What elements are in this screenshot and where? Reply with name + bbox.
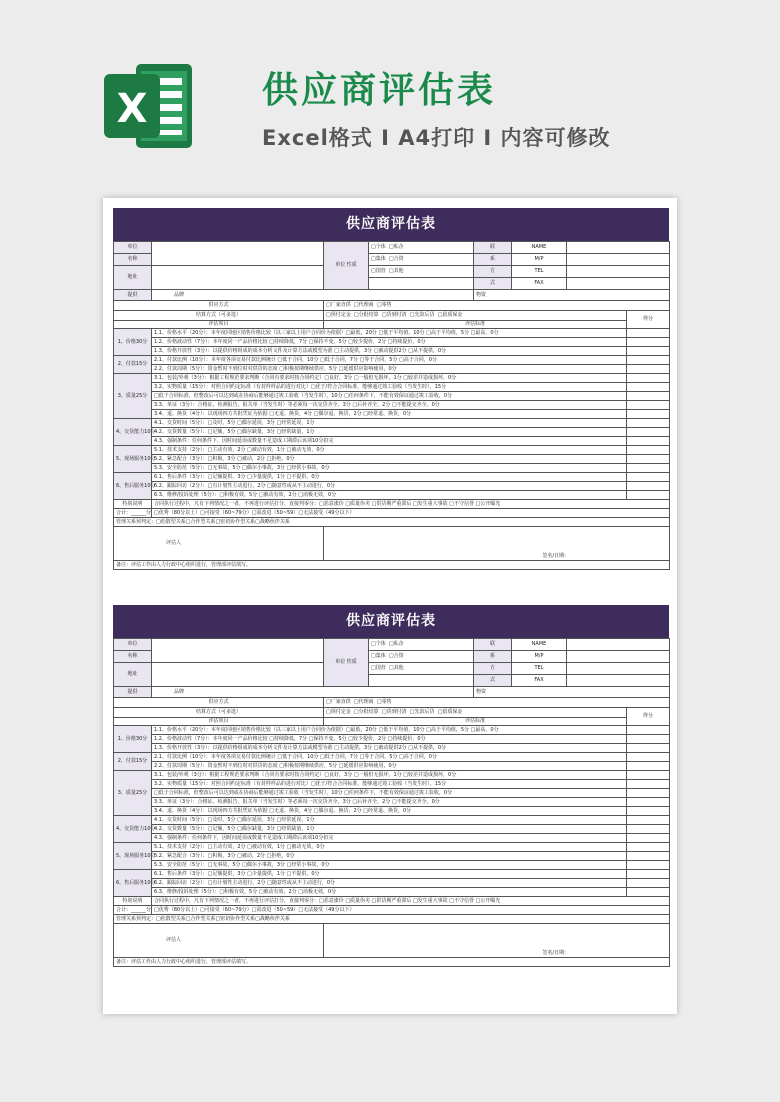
criteria-standard-header: 评估标准 bbox=[324, 321, 627, 329]
criteria-standard[interactable]: 3.3、单证（3分）：合格证、检测报告、报关单（当发生时）等必须每一次交货齐全，3分 □后补齐全，2分 □不能提交齐全，0分 bbox=[152, 401, 627, 410]
criteria-standard[interactable]: 3.2、实物质量（15分）：对照合同约定标准（有封样样品的进行对比）□优于/符合合同标准，能够通过竣工验收（当发生时），15分 bbox=[152, 780, 627, 789]
criteria-row bbox=[114, 482, 670, 491]
criteria-standard[interactable]: 4.1、交货时间（5分）：□及时，5分 □偶尔延误，3分 □经常延误，1分 bbox=[152, 419, 627, 428]
nature-option-row-3[interactable] bbox=[369, 266, 474, 278]
document-sheet bbox=[103, 198, 677, 1014]
criteria-row bbox=[114, 825, 670, 834]
name-label: 名称 bbox=[114, 651, 152, 663]
contact-field: TEL bbox=[512, 266, 567, 278]
score-cell[interactable] bbox=[627, 807, 670, 816]
criteria-standard[interactable]: 1.1、价格水平（20分）：本年度同地区销售价格比较（以三家以上用户合同价为依据）□最低，20分 □低于平均值，10分 □高于平均值，5分 □最高，0分 bbox=[152, 726, 627, 735]
settlement-option[interactable]: □留质保金 bbox=[437, 709, 463, 715]
criteria-row bbox=[114, 401, 670, 410]
settlement-option[interactable]: □先款后货 bbox=[409, 312, 435, 318]
address-label: 地址 bbox=[114, 266, 152, 290]
nature-option[interactable]: □集体 bbox=[371, 653, 386, 659]
supply-mode-options[interactable] bbox=[324, 698, 670, 708]
brand-label: 品牌 bbox=[152, 290, 474, 301]
criteria-item-header: 评估项目 bbox=[114, 718, 324, 726]
criteria-row bbox=[114, 374, 670, 383]
criteria-category: 4、交货能力10分 bbox=[114, 816, 152, 843]
criteria-row bbox=[114, 410, 670, 419]
nature-option[interactable]: □私企 bbox=[388, 641, 404, 647]
criteria-category: 6、售后服务10分 bbox=[114, 870, 152, 897]
criteria-standard[interactable]: 6.2、跟踪回访（2分）：□有计划性主动进行，2分 □随意性或从不主动进行，0分 bbox=[152, 879, 627, 888]
supply-mode-option[interactable]: □厂家直供 bbox=[326, 302, 351, 308]
score-cell[interactable] bbox=[627, 473, 670, 482]
evaluation-form-1 bbox=[113, 208, 669, 570]
score-cell[interactable] bbox=[627, 870, 670, 879]
score-cell[interactable] bbox=[627, 825, 670, 834]
criteria-category: 3、质量25分 bbox=[114, 374, 152, 419]
criteria-standard[interactable]: 3.2、实物质量（15分）：对照合同约定标准（有封样样品的进行对比）□优于/符合合同标准，能够通过竣工验收（当发生时），15分 bbox=[152, 383, 627, 392]
score-cell[interactable] bbox=[627, 464, 670, 473]
criteria-standard[interactable]: 4.2、交货数量（5分）：□足额，5分 □偶尔缺量，3分 □经常缺量，1分 bbox=[152, 428, 627, 437]
score-cell[interactable] bbox=[627, 816, 670, 825]
nature-option[interactable]: □其他 bbox=[388, 665, 404, 671]
evaluator-label: 评估人 bbox=[114, 527, 324, 561]
score-cell[interactable] bbox=[627, 753, 670, 762]
form-title: 供应商评估表 bbox=[113, 605, 669, 638]
criteria-row bbox=[114, 888, 670, 897]
score-cell[interactable] bbox=[627, 383, 670, 392]
contact-field: FAX bbox=[512, 278, 567, 290]
criteria-standard[interactable]: 6.2、跟踪回访（2分）：□有计划性主动进行，2分 □随意性或从不主动进行，0分 bbox=[152, 482, 627, 491]
criteria-row bbox=[114, 762, 670, 771]
criteria-body bbox=[114, 329, 670, 500]
score-cell[interactable] bbox=[627, 446, 670, 455]
nature-blank bbox=[369, 278, 474, 290]
criteria-row bbox=[114, 789, 670, 798]
contact-field: NAME bbox=[512, 242, 567, 254]
criteria-category: 1、价格30分 bbox=[114, 329, 152, 356]
contact-field: NAME bbox=[512, 639, 567, 651]
criteria-row bbox=[114, 446, 670, 455]
nature-option-row-1[interactable] bbox=[369, 639, 474, 651]
settlement-option[interactable]: □分批结算 bbox=[353, 312, 379, 318]
criteria-row bbox=[114, 798, 670, 807]
settlement-options[interactable] bbox=[324, 708, 627, 718]
page-title: 供应商评估表 bbox=[262, 70, 497, 111]
nature-option[interactable]: □私企 bbox=[388, 244, 404, 250]
criteria-row bbox=[114, 356, 670, 365]
score-cell[interactable] bbox=[627, 735, 670, 744]
form-title: 供应商评估表 bbox=[113, 208, 669, 241]
nature-option-row-2[interactable] bbox=[369, 651, 474, 663]
criteria-standard[interactable]: 4.2、交货数量（5分）：□足额，5分 □偶尔缺量，3分 □经常缺量，1分 bbox=[152, 825, 627, 834]
criteria-standard[interactable]: □低于合同标准，但整改后可以达到或在协商后能够通过竣工验收（当发生时），10分 □任何条件下，不能有效保证通过竣工验收，0分 bbox=[152, 789, 627, 798]
settlement-option[interactable]: □货到付清 bbox=[381, 312, 407, 318]
contact-label: 方 bbox=[474, 266, 512, 278]
contact-label: 系 bbox=[474, 254, 512, 266]
settlement-option[interactable]: □留质保金 bbox=[437, 312, 463, 318]
score-cell[interactable] bbox=[627, 789, 670, 798]
supply-mode-option[interactable]: □代理商 bbox=[353, 699, 374, 705]
criteria-standard[interactable]: 3.4、退、换货（4分）：以现场四方共批凭证为依据 □无退、换货，4分 □偶尔退、换货，2分 □经常退、换货，0分 bbox=[152, 807, 627, 816]
address-field[interactable] bbox=[152, 266, 324, 290]
criteria-standard[interactable]: 6.3、维修/投诉处理（5分）：□积极有效，5分 □被动有效，2分 □消极无效，0分 bbox=[152, 491, 627, 500]
score-cell[interactable] bbox=[627, 365, 670, 374]
score-cell[interactable] bbox=[627, 338, 670, 347]
criteria-row bbox=[114, 852, 670, 861]
excel-logo-icon bbox=[100, 58, 196, 154]
goods-label: 物资 bbox=[474, 687, 670, 698]
criteria-item-header: 评估项目 bbox=[114, 321, 324, 329]
supply-mode-option[interactable]: □零售 bbox=[376, 302, 392, 308]
criteria-standard[interactable]: 5.3、安全防范（5分）：□无事故，5分 □偶尔小事故，3分 □经常小事故，0分 bbox=[152, 861, 627, 870]
evaluator-label: 评估人 bbox=[114, 924, 324, 958]
criteria-row bbox=[114, 392, 670, 401]
unit-name-field[interactable] bbox=[152, 639, 324, 663]
settlement-option[interactable]: □先款后货 bbox=[409, 709, 435, 715]
note-text: 备注：评估工作由人力行政中心组织进行，管理部评估填写。 bbox=[114, 561, 670, 570]
settlement-options[interactable] bbox=[324, 311, 627, 321]
score-cell[interactable] bbox=[627, 356, 670, 365]
criteria-row bbox=[114, 744, 670, 753]
criteria-standard[interactable]: 2.1、付款比例（10分）：本年度各项交易付款比例统计 □低于合同，10分 □低于合同，7分 □等于合同，5分 □高于合同，0分 bbox=[152, 356, 627, 365]
supply-mode-option[interactable]: □零售 bbox=[376, 699, 392, 705]
criteria-standard[interactable]: 3.3、单证（3分）：合格证、检测报告、报关单（当发生时）等必须每一次交货齐全，3分 □后补齐全，2分 □不能提交齐全，0分 bbox=[152, 798, 627, 807]
contact-value[interactable] bbox=[567, 639, 670, 651]
score-header: 得分 bbox=[627, 311, 670, 329]
evaluation-table bbox=[113, 638, 670, 967]
criteria-category: 1、价格30分 bbox=[114, 726, 152, 753]
supply-mode-option[interactable]: □代理商 bbox=[353, 302, 374, 308]
total-text[interactable]: □优秀（80分以上）□可接受（60~79分）□需改进（50~59）□无法接受（49分以下） bbox=[152, 906, 670, 915]
nature-option-row-2[interactable] bbox=[369, 254, 474, 266]
criteria-row bbox=[114, 347, 670, 356]
special-label: 特别说明 bbox=[114, 500, 152, 509]
contact-value[interactable] bbox=[567, 242, 670, 254]
goods-label: 物资 bbox=[474, 290, 670, 301]
note-text: 备注：评估工作由人力行政中心组织进行，管理部评估填写。 bbox=[114, 958, 670, 967]
criteria-standard[interactable]: 1.3、价格开放性（3分）：以提供价格组成的成本分析文件及计算方法或模型为准 □主动提供，3分 □被动提供2分 □从不提供，0分 bbox=[152, 347, 627, 356]
settlement-option[interactable]: □预付定金 bbox=[326, 709, 351, 715]
unit-label: 单位 bbox=[114, 639, 152, 651]
score-cell[interactable] bbox=[627, 771, 670, 780]
criteria-standard[interactable]: 5.2、紧急配合（3分）：□积极，3分 □被动，2分 □拒绝，0分 bbox=[152, 455, 627, 464]
score-cell[interactable] bbox=[627, 374, 670, 383]
contact-label: 式 bbox=[474, 278, 512, 290]
score-header: 得分 bbox=[627, 708, 670, 726]
nature-option[interactable]: □国营 bbox=[371, 268, 386, 274]
criteria-standard[interactable]: 4.3、强制条件：任何条件下，因时间延误或数量不足造成工期滞后该项10分扣完 bbox=[152, 437, 627, 446]
nature-option[interactable]: □合资 bbox=[388, 256, 404, 262]
settlement-label: 结算方式（可多选） bbox=[114, 708, 324, 718]
score-cell[interactable] bbox=[627, 482, 670, 491]
relation-text[interactable]: 管理关系预判定：□松散型关系□合作型关系□密切协作型关系□战略伙伴关系 bbox=[114, 915, 670, 924]
criteria-category: 6、售后服务10分 bbox=[114, 473, 152, 500]
score-cell[interactable] bbox=[627, 834, 670, 843]
nature-option[interactable]: □个体 bbox=[371, 244, 386, 250]
criteria-row bbox=[114, 735, 670, 744]
special-text: 合同执行过程中，凡有下列情况之一者，不再进行评估打分，直接判零分：□恶意涨价 □质量伪劣 □供货期严重滞后 □发生重大事故 □不守信誉 □公开曝光 bbox=[152, 897, 670, 906]
score-cell[interactable] bbox=[627, 347, 670, 356]
score-cell[interactable] bbox=[627, 852, 670, 861]
nature-option[interactable]: □个体 bbox=[371, 641, 386, 647]
settlement-option[interactable]: □预付定金 bbox=[326, 312, 351, 318]
score-cell[interactable] bbox=[627, 744, 670, 753]
contact-value[interactable] bbox=[567, 278, 670, 290]
page-header bbox=[0, 0, 780, 195]
criteria-row bbox=[114, 834, 670, 843]
criteria-standard[interactable]: 1.3、价格开放性（3分）：以提供价格组成的成本分析文件及计算方法或模型为准 □主动提供，3分 □被动提供2分 □从不提供，0分 bbox=[152, 744, 627, 753]
criteria-row bbox=[114, 879, 670, 888]
supply-label: 提供 bbox=[114, 290, 152, 301]
contact-value[interactable] bbox=[567, 254, 670, 266]
criteria-row bbox=[114, 329, 670, 338]
criteria-body bbox=[114, 726, 670, 897]
nature-option-row-3[interactable] bbox=[369, 663, 474, 675]
name-label: 名称 bbox=[114, 254, 152, 266]
supply-mode-options[interactable] bbox=[324, 301, 670, 311]
criteria-category: 5、现场服务10分 bbox=[114, 843, 152, 870]
criteria-standard[interactable]: 2.2、付款周期（5分）：资金暂时不到位时对供货的态度 □积极按期继续供应，5分 □延缓供应影响使用，0分 bbox=[152, 365, 627, 374]
contact-value[interactable] bbox=[567, 651, 670, 663]
score-cell[interactable] bbox=[627, 410, 670, 419]
contact-field: M/P bbox=[512, 651, 567, 663]
criteria-standard[interactable]: 5.1、技术支持（2分）：□主动有效，2分 □被动有效，1分 □被动无效，0分 bbox=[152, 446, 627, 455]
criteria-standard[interactable]: 5.1、技术支持（2分）：□主动有效，2分 □被动有效，1分 □被动无效，0分 bbox=[152, 843, 627, 852]
criteria-row bbox=[114, 455, 670, 464]
criteria-row bbox=[114, 473, 670, 482]
settlement-option[interactable]: □货到付清 bbox=[381, 709, 407, 715]
criteria-standard[interactable]: 1.2、价格波动性（7分）：本年度同一产品价格比较 □持续降低，7分 □保持不变，5分 □较少提价，2分 □持续提价，0分 bbox=[152, 735, 627, 744]
contact-value[interactable] bbox=[567, 266, 670, 278]
nature-option-row-1[interactable] bbox=[369, 242, 474, 254]
criteria-standard[interactable]: 5.3、安全防范（5分）：□无事故，5分 □偶尔小事故，3分 □经常小事故，0分 bbox=[152, 464, 627, 473]
score-cell[interactable] bbox=[627, 455, 670, 464]
contact-field: TEL bbox=[512, 663, 567, 675]
contact-value[interactable] bbox=[567, 663, 670, 675]
signature-label[interactable]: 签名/日期： bbox=[324, 924, 670, 958]
criteria-standard[interactable]: 1.1、价格水平（20分）：本年度同地区销售价格比较（以三家以上用户合同价为依据）□最低，20分 □低于平均值，10分 □高于平均值，5分 □最高，0分 bbox=[152, 329, 627, 338]
signature-label[interactable]: 签名/日期： bbox=[324, 527, 670, 561]
settlement-label: 结算方式（可多选） bbox=[114, 311, 324, 321]
criteria-row bbox=[114, 338, 670, 347]
criteria-row bbox=[114, 816, 670, 825]
total-label: 合计：______分 bbox=[114, 509, 152, 518]
criteria-row bbox=[114, 780, 670, 789]
score-cell[interactable] bbox=[627, 419, 670, 428]
criteria-standard[interactable]: 2.1、付款比例（10分）：本年度各项交易付款比例统计 □低于合同，10分 □低于合同，7分 □等于合同，5分 □高于合同，0分 bbox=[152, 753, 627, 762]
criteria-row bbox=[114, 771, 670, 780]
supply-label: 提供 bbox=[114, 687, 152, 698]
criteria-row bbox=[114, 491, 670, 500]
score-cell[interactable] bbox=[627, 437, 670, 446]
score-cell[interactable] bbox=[627, 329, 670, 338]
logo-letter: X bbox=[116, 86, 148, 132]
criteria-standard[interactable]: 6.3、维修/投诉处理（5分）：□积极有效，5分 □被动有效，2分 □消极无效，0分 bbox=[152, 888, 627, 897]
criteria-standard[interactable]: 5.2、紧急配合（3分）：□积极，3分 □被动，2分 □拒绝，0分 bbox=[152, 852, 627, 861]
contact-field: M/P bbox=[512, 254, 567, 266]
criteria-row bbox=[114, 861, 670, 870]
criteria-row bbox=[114, 383, 670, 392]
score-cell[interactable] bbox=[627, 491, 670, 500]
criteria-row bbox=[114, 464, 670, 473]
criteria-standard[interactable]: 4.1、交货时间（5分）：□及时，5分 □偶尔延误，3分 □经常延误，1分 bbox=[152, 816, 627, 825]
criteria-standard[interactable]: 1.2、价格波动性（7分）：本年度同一产品价格比较 □持续降低，7分 □保持不变，5分 □较少提价，2分 □持续提价，0分 bbox=[152, 338, 627, 347]
criteria-row bbox=[114, 870, 670, 879]
supply-mode-label: 供应方式 bbox=[114, 301, 324, 311]
criteria-standard[interactable]: □低于合同标准，但整改后可以达到或在协商后能够通过竣工验收（当发生时），10分 □任何条件下，不能有效保证通过竣工验收，0分 bbox=[152, 392, 627, 401]
brand-label: 品牌 bbox=[152, 687, 474, 698]
nature-blank bbox=[369, 675, 474, 687]
criteria-category: 4、交货能力10分 bbox=[114, 419, 152, 446]
criteria-row bbox=[114, 437, 670, 446]
contact-label: 联 bbox=[474, 242, 512, 254]
criteria-category: 3、质量25分 bbox=[114, 771, 152, 816]
score-cell[interactable] bbox=[627, 392, 670, 401]
score-cell[interactable] bbox=[627, 401, 670, 410]
score-cell[interactable] bbox=[627, 879, 670, 888]
contact-label: 式 bbox=[474, 675, 512, 687]
criteria-row bbox=[114, 753, 670, 762]
unit-name-field[interactable] bbox=[152, 242, 324, 266]
unit-nature-label: 单位 性质 bbox=[324, 242, 369, 290]
score-cell[interactable] bbox=[627, 762, 670, 771]
relation-text[interactable]: 管理关系预判定：□松散型关系□合作型关系□密切协作型关系□战略伙伴关系 bbox=[114, 518, 670, 527]
contact-label: 联 bbox=[474, 639, 512, 651]
evaluation-form-2 bbox=[113, 605, 669, 967]
criteria-standard[interactable]: 3.1、包装/外观（3分）：根据工程规范要求判断（合同有要求时按合同约定）□良好，3分 □一般但无损坏，1分 □较差并造成损坏，0分 bbox=[152, 771, 627, 780]
unit-label: 单位 bbox=[114, 242, 152, 254]
criteria-category: 2、付款15分 bbox=[114, 356, 152, 374]
criteria-standard[interactable]: 6.1、售后条件（3分）：□足额提供，3分 □少量提供，1分 □不提供，0分 bbox=[152, 473, 627, 482]
contact-label: 方 bbox=[474, 663, 512, 675]
score-cell[interactable] bbox=[627, 798, 670, 807]
criteria-row bbox=[114, 807, 670, 816]
supply-mode-label: 供应方式 bbox=[114, 698, 324, 708]
score-cell[interactable] bbox=[627, 843, 670, 852]
criteria-standard[interactable]: 3.4、退、换货（4分）：以现场四方共批凭证为依据 □无退、换货，4分 □偶尔退、换货，2分 □经常退、换货，0分 bbox=[152, 410, 627, 419]
criteria-row bbox=[114, 428, 670, 437]
address-label: 地址 bbox=[114, 663, 152, 687]
address-field[interactable] bbox=[152, 663, 324, 687]
score-cell[interactable] bbox=[627, 780, 670, 789]
special-text: 合同执行过程中，凡有下列情况之一者，不再进行评估打分，直接判零分：□恶意涨价 □质量伪劣 □供货期严重滞后 □发生重大事故 □不守信誉 □公开曝光 bbox=[152, 500, 670, 509]
nature-option[interactable]: □集体 bbox=[371, 256, 386, 262]
special-label: 特别说明 bbox=[114, 897, 152, 906]
evaluation-table bbox=[113, 241, 670, 570]
nature-option[interactable]: □合资 bbox=[388, 653, 404, 659]
score-cell[interactable] bbox=[627, 726, 670, 735]
total-text[interactable]: □优秀（80分以上）□可接受（60~79分）□需改进（50~59）□无法接受（49分以下） bbox=[152, 509, 670, 518]
criteria-category: 2、付款15分 bbox=[114, 753, 152, 771]
criteria-row bbox=[114, 843, 670, 852]
supply-mode-option[interactable]: □厂家直供 bbox=[326, 699, 351, 705]
score-cell[interactable] bbox=[627, 428, 670, 437]
criteria-standard[interactable]: 3.1、包装/外观（3分）：根据工程规范要求判断（合同有要求时按合同约定）□良好，3分 □一般但无损坏，1分 □较差并造成损坏，0分 bbox=[152, 374, 627, 383]
total-label: 合计：______分 bbox=[114, 906, 152, 915]
contact-label: 系 bbox=[474, 651, 512, 663]
criteria-standard[interactable]: 6.1、售后条件（3分）：□足额提供，3分 □少量提供，1分 □不提供，0分 bbox=[152, 870, 627, 879]
criteria-standard-header: 评估标准 bbox=[324, 718, 627, 726]
criteria-category: 5、现场服务10分 bbox=[114, 446, 152, 473]
score-cell[interactable] bbox=[627, 888, 670, 897]
settlement-option[interactable]: □分批结算 bbox=[353, 709, 379, 715]
criteria-row bbox=[114, 419, 670, 428]
criteria-standard[interactable]: 4.3、强制条件：任何条件下，因时间延误或数量不足造成工期滞后该项10分扣完 bbox=[152, 834, 627, 843]
nature-option[interactable]: □其他 bbox=[388, 268, 404, 274]
criteria-row bbox=[114, 365, 670, 374]
contact-field: FAX bbox=[512, 675, 567, 687]
score-cell[interactable] bbox=[627, 861, 670, 870]
page-subtitle: Excel格式 I A4打印 I 内容可修改 bbox=[262, 126, 611, 150]
contact-value[interactable] bbox=[567, 675, 670, 687]
unit-nature-label: 单位 性质 bbox=[324, 639, 369, 687]
criteria-row bbox=[114, 726, 670, 735]
nature-option[interactable]: □国营 bbox=[371, 665, 386, 671]
criteria-standard[interactable]: 2.2、付款周期（5分）：资金暂时不到位时对供货的态度 □积极按期继续供应，5分 □延缓供应影响使用，0分 bbox=[152, 762, 627, 771]
